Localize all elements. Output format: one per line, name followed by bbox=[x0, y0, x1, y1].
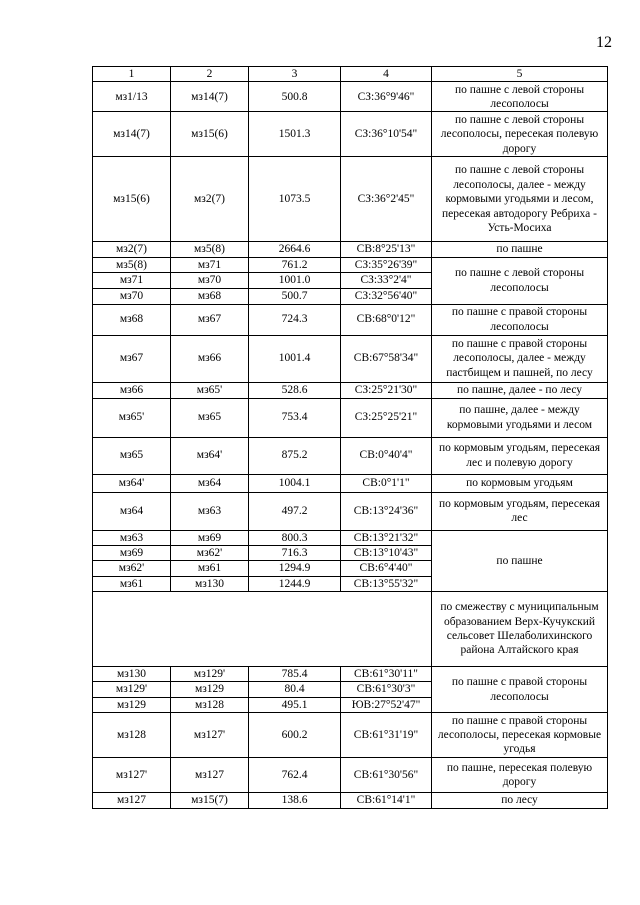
cell-to: мз129' bbox=[171, 667, 249, 682]
cell-bearing: СЗ:36°2'45" bbox=[341, 157, 432, 242]
cell-bearing: СЗ:25°25'21" bbox=[341, 398, 432, 437]
cell-to: мз2(7) bbox=[171, 157, 249, 242]
cell-from: мз2(7) bbox=[93, 242, 171, 257]
cell-description: по лесу bbox=[432, 793, 608, 808]
cell-length: 762.4 bbox=[249, 758, 341, 793]
table-row bbox=[93, 437, 608, 474]
cell-to: мз61 bbox=[171, 561, 249, 576]
cell-description: по кормовым угодьям bbox=[432, 474, 608, 492]
cell-description: по кормовым угодьям, пересекая лес и полевую дорогу bbox=[432, 437, 608, 474]
cell-from: мз127 bbox=[93, 793, 171, 808]
cell-to: мз71 bbox=[171, 257, 249, 272]
cell-from: мз15(6) bbox=[93, 157, 171, 242]
cell-bearing: СВ:6°4'40" bbox=[341, 561, 432, 576]
cell-length: 600.2 bbox=[249, 713, 341, 758]
column-header: 2 bbox=[171, 67, 249, 82]
cell-description: по пашне с правой стороны лесополосы, пересекая кормовые угодья bbox=[432, 713, 608, 758]
cell-description: по пашне с левой стороны лесополосы bbox=[432, 82, 608, 112]
cell-length: 138.6 bbox=[249, 793, 341, 808]
cell-bearing: СВ:13°24'36" bbox=[341, 492, 432, 530]
cell-from: мз130 bbox=[93, 667, 171, 682]
cell-description: по пашне с правой стороны лесополосы bbox=[432, 304, 608, 335]
cell-length: 1004.1 bbox=[249, 474, 341, 492]
page-number: 12 bbox=[596, 34, 612, 51]
cell-bearing: СЗ:32°56'40" bbox=[341, 288, 432, 304]
cell-length: 716.3 bbox=[249, 545, 341, 560]
cell-length: 1001.4 bbox=[249, 335, 341, 382]
cell-description: по пашне с левой стороны лесополосы bbox=[432, 257, 608, 304]
table-row bbox=[93, 474, 608, 492]
header-row bbox=[93, 67, 608, 82]
column-header: 1 bbox=[93, 67, 171, 82]
cell-bearing: СВ:0°40'4" bbox=[341, 437, 432, 474]
column-header: 3 bbox=[249, 67, 341, 82]
cell-from: мз64' bbox=[93, 474, 171, 492]
cell-length: 495.1 bbox=[249, 697, 341, 712]
cell-bearing: СЗ:33°2'4" bbox=[341, 273, 432, 288]
cell-description: по пашне с левой стороны лесополосы, пересекая полевую дорогу bbox=[432, 112, 608, 157]
cell-length: 724.3 bbox=[249, 304, 341, 335]
cell-to: мз129 bbox=[171, 682, 249, 697]
cell-bearing: СВ:61°30'56" bbox=[341, 758, 432, 793]
column-header: 5 bbox=[432, 67, 608, 82]
cell-to: мз128 bbox=[171, 697, 249, 712]
cell-to: мз63 bbox=[171, 492, 249, 530]
cell-to: мз127' bbox=[171, 713, 249, 758]
cell-description: по пашне, пересекая полевую дорогу bbox=[432, 758, 608, 793]
table-row bbox=[93, 793, 608, 808]
cell-from: мз61 bbox=[93, 576, 171, 591]
table-row bbox=[93, 82, 608, 112]
cell-from: мз129 bbox=[93, 697, 171, 712]
cell-from: мз65' bbox=[93, 398, 171, 437]
cell-bearing: СЗ:35°26'39" bbox=[341, 257, 432, 272]
cell-bearing: СВ:68°0'12" bbox=[341, 304, 432, 335]
cell-from: мз66 bbox=[93, 382, 171, 398]
cell-bearing: СВ:61°30'11" bbox=[341, 667, 432, 682]
cell-from: мз129' bbox=[93, 682, 171, 697]
cell-from: мз1/13 bbox=[93, 82, 171, 112]
cell-bearing: СВ:61°14'1" bbox=[341, 793, 432, 808]
boundary-table bbox=[92, 66, 608, 809]
table-row bbox=[93, 398, 608, 437]
cell-to: мз15(6) bbox=[171, 112, 249, 157]
cell-description: по пашне с правой стороны лесополосы bbox=[432, 667, 608, 713]
cell-length: 785.4 bbox=[249, 667, 341, 682]
table-row bbox=[93, 335, 608, 382]
cell-to: мз15(7) bbox=[171, 793, 249, 808]
cell-bearing: СВ:13°10'43" bbox=[341, 545, 432, 560]
cell-length: 800.3 bbox=[249, 530, 341, 545]
cell-description: по пашне bbox=[432, 530, 608, 592]
cell-to: мз5(8) bbox=[171, 242, 249, 257]
cell-length: 80.4 bbox=[249, 682, 341, 697]
cell-bearing: СВ:61°30'3" bbox=[341, 682, 432, 697]
cell-length: 528.6 bbox=[249, 382, 341, 398]
cell-length: 761.2 bbox=[249, 257, 341, 272]
table-row bbox=[93, 304, 608, 335]
cell-to: мз14(7) bbox=[171, 82, 249, 112]
cell-from: мз62' bbox=[93, 561, 171, 576]
cell-description: по смежеству с муниципальным образованием Верх-Кучукский сельсовет Шелаболихинского района Алтайского края bbox=[432, 592, 608, 667]
cell-length: 1244.9 bbox=[249, 576, 341, 591]
cell-description: по кормовым угодьям, пересекая лес bbox=[432, 492, 608, 530]
table-row bbox=[93, 667, 608, 682]
cell-to: мз65' bbox=[171, 382, 249, 398]
table-row bbox=[93, 157, 608, 242]
table-row bbox=[93, 592, 608, 667]
cell-description: по пашне, далее - между кормовыми угодьями и лесом bbox=[432, 398, 608, 437]
cell-bearing: СЗ:36°10'54" bbox=[341, 112, 432, 157]
cell-length: 497.2 bbox=[249, 492, 341, 530]
cell-to: мз67 bbox=[171, 304, 249, 335]
cell-from: мз65 bbox=[93, 437, 171, 474]
cell-to: мз70 bbox=[171, 273, 249, 288]
cell-from: мз69 bbox=[93, 545, 171, 560]
cell-from: мз64 bbox=[93, 492, 171, 530]
cell-from: мз128 bbox=[93, 713, 171, 758]
table-row bbox=[93, 713, 608, 758]
cell-from: мз127' bbox=[93, 758, 171, 793]
table-row bbox=[93, 382, 608, 398]
table-row bbox=[93, 242, 608, 257]
cell-bearing: СВ:61°31'19" bbox=[341, 713, 432, 758]
merged-empty-cell bbox=[93, 592, 432, 667]
table-row bbox=[93, 492, 608, 530]
cell-bearing: СВ:8°25'13" bbox=[341, 242, 432, 257]
table-row bbox=[93, 112, 608, 157]
cell-to: мз66 bbox=[171, 335, 249, 382]
cell-to: мз64 bbox=[171, 474, 249, 492]
cell-to: мз64' bbox=[171, 437, 249, 474]
cell-length: 875.2 bbox=[249, 437, 341, 474]
cell-to: мз130 bbox=[171, 576, 249, 591]
table-row bbox=[93, 758, 608, 793]
cell-bearing: СЗ:36°9'46" bbox=[341, 82, 432, 112]
cell-description: по пашне bbox=[432, 242, 608, 257]
cell-from: мз63 bbox=[93, 530, 171, 545]
cell-length: 500.7 bbox=[249, 288, 341, 304]
cell-bearing: СЗ:25°21'30" bbox=[341, 382, 432, 398]
cell-bearing: СВ:67°58'34" bbox=[341, 335, 432, 382]
column-header: 4 bbox=[341, 67, 432, 82]
table-row bbox=[93, 257, 608, 272]
cell-length: 2664.6 bbox=[249, 242, 341, 257]
cell-length: 500.8 bbox=[249, 82, 341, 112]
cell-length: 1294.9 bbox=[249, 561, 341, 576]
cell-from: мз71 bbox=[93, 273, 171, 288]
cell-description: по пашне с правой стороны лесополосы, далее - между пастбищем и пашней, по лесу bbox=[432, 335, 608, 382]
cell-from: мз5(8) bbox=[93, 257, 171, 272]
cell-bearing: СВ:13°21'32" bbox=[341, 530, 432, 545]
cell-length: 1501.3 bbox=[249, 112, 341, 157]
cell-to: мз127 bbox=[171, 758, 249, 793]
cell-from: мз68 bbox=[93, 304, 171, 335]
cell-to: мз65 bbox=[171, 398, 249, 437]
cell-description: по пашне, далее - по лесу bbox=[432, 382, 608, 398]
cell-bearing: ЮВ:27°52'47" bbox=[341, 697, 432, 712]
cell-from: мз70 bbox=[93, 288, 171, 304]
cell-to: мз62' bbox=[171, 545, 249, 560]
cell-to: мз68 bbox=[171, 288, 249, 304]
cell-from: мз14(7) bbox=[93, 112, 171, 157]
table-row bbox=[93, 530, 608, 545]
cell-bearing: СВ:0°1'1" bbox=[341, 474, 432, 492]
cell-to: мз69 bbox=[171, 530, 249, 545]
cell-length: 1001.0 bbox=[249, 273, 341, 288]
cell-description: по пашне с левой стороны лесополосы, далее - между кормовыми угодьями и лесом, пересекая автодорогу Ребриха - Усть-Мосиха bbox=[432, 157, 608, 242]
cell-length: 1073.5 bbox=[249, 157, 341, 242]
cell-from: мз67 bbox=[93, 335, 171, 382]
cell-bearing: СВ:13°55'32" bbox=[341, 576, 432, 591]
cell-length: 753.4 bbox=[249, 398, 341, 437]
